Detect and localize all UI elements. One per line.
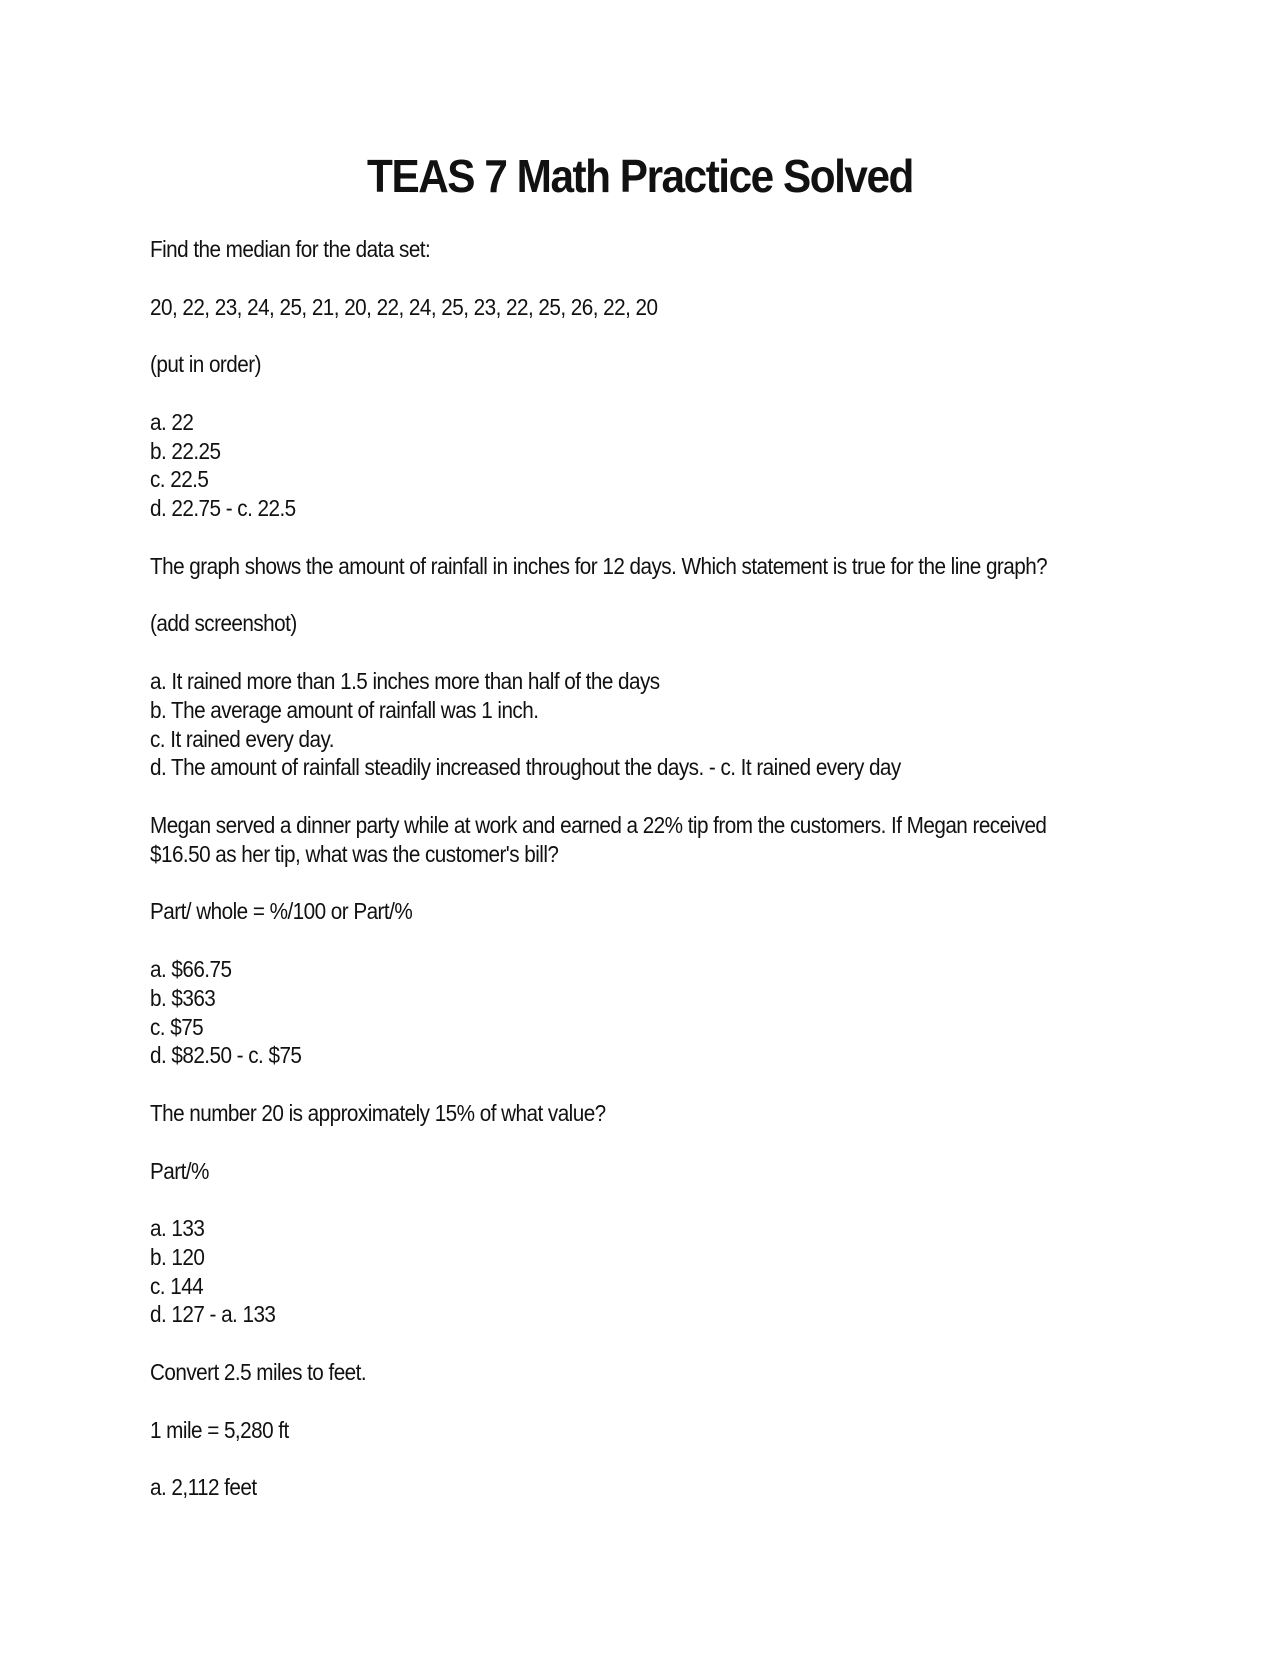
spacer [150,523,1050,552]
question-detail: 20, 22, 23, 24, 25, 21, 20, 22, 24, 25, 23, 22, 25, 26, 22, 20 [150,293,658,320]
spacer [150,782,1050,811]
question-detail: Part/% [150,1157,209,1184]
answer-option: c. 22.5 [150,466,209,493]
answer-option: d. 22.75 - c. 22.5 [150,495,296,522]
spacer [150,264,1050,293]
answer-option: c. 144 [150,1272,204,1299]
spacer [150,1128,1050,1157]
spacer [150,869,1050,898]
answer-option: a. 2,112 feet [150,1474,257,1501]
answer-option: a. 22 [150,408,194,435]
question-block [150,811,1050,1070]
spacer [150,1387,1050,1416]
question-prompt: Convert 2.5 miles to feet. [150,1359,367,1386]
question-prompt: Find the median for the data set: [150,236,431,262]
question-detail: Part/ whole = %/100 or Part/% [150,898,413,925]
answer-option: b. 120 [150,1243,205,1270]
answer-option: d. $82.50 - c. $75 [150,1042,302,1069]
spacer [150,926,1050,955]
spacer [150,321,1050,350]
spacer [150,1329,1050,1358]
answer-option: d. The amount of rainfall steadily increased throughout the days. - c. It rained every day [150,754,901,781]
answer-option: b. 22.25 [150,437,221,464]
answer-option: a. $66.75 [150,955,232,982]
question-detail: 1 mile = 5,280 ft [150,1416,289,1443]
page-title: TEAS 7 Math Practice Solved [367,150,913,202]
answer-option: c. It rained every day. [150,725,334,752]
spacer [150,379,1050,408]
question-prompt: The graph shows the amount of rainfall in inches for 12 days. Which statement is true for the line graph? [150,552,1048,579]
spacer [150,638,1050,667]
document-body [150,235,1050,1502]
question-block [150,1358,1050,1502]
spacer [150,581,1050,610]
spacer [150,1444,1050,1473]
question-prompt: $16.50 as her tip, what was the customer's bill? [150,840,559,867]
answer-option: c. $75 [150,1013,204,1040]
question-prompt: The number 20 is approximately 15% of what value? [150,1099,606,1126]
spacer [150,1070,1050,1099]
answer-option: a. 133 [150,1215,205,1242]
question-block [150,235,1050,523]
answer-option: a. It rained more than 1.5 inches more than half of the days [150,667,660,694]
answer-option: d. 127 - a. 133 [150,1301,276,1328]
question-block [150,552,1050,782]
question-detail: (add screenshot) [150,610,297,637]
answer-option: b. The average amount of rainfall was 1 inch. [150,696,539,723]
question-prompt: Megan served a dinner party while at work and earned a 22% tip from the customers. If Megan received [150,811,1047,838]
question-block [150,1099,1050,1329]
question-detail: (put in order) [150,351,261,378]
spacer [150,1185,1050,1214]
answer-option: b. $363 [150,984,216,1011]
